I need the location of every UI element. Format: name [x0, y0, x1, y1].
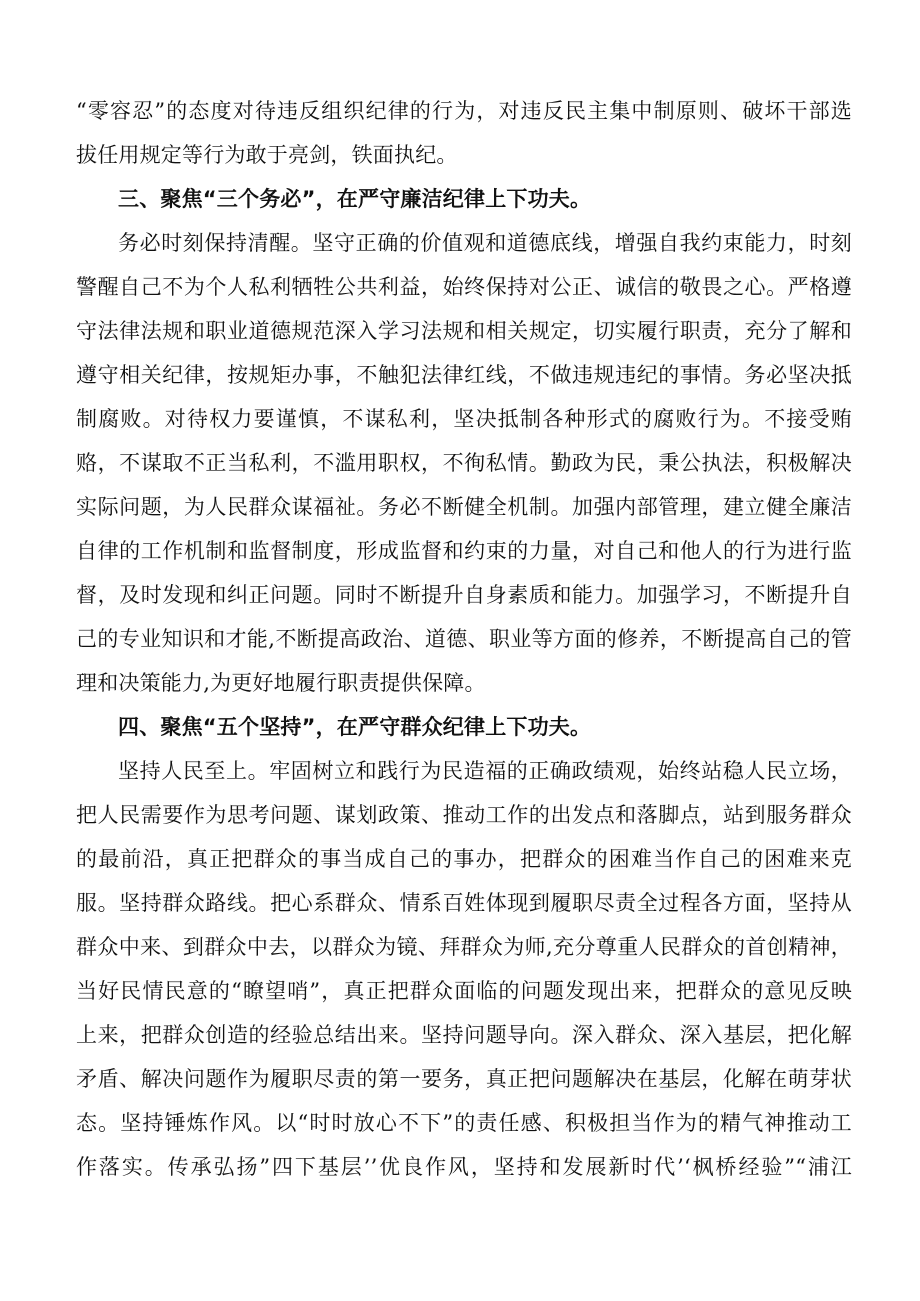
paragraph-line: 当好民情民意的“瞭望哨”，真正把群众面临的问题发现出来，把群众的意见反映: [76, 979, 852, 1003]
paragraph-last-line: 理和决策能力,为更好地履行职责提供保障。: [76, 671, 486, 695]
section-heading: 四、聚焦“五个坚持”，在严守群众纪律上下功夫。: [118, 715, 592, 739]
paragraph-first-line: 务必时刻保持清醒。坚守正确的价值观和道德底线，增强自我约束能力，时刻: [118, 231, 852, 255]
paragraph-line: 制腐败。对待权力要谨慎，不谋私利，坚决抵制各种形式的腐败行为。不接受贿: [76, 407, 852, 431]
paragraph-line: 服。坚持群众路线。把心系群众、情系百姓体现到履职尽责全过程各方面，坚持从: [76, 891, 852, 915]
section-heading: 三、聚焦“三个务必”，在严守廉洁纪律上下功夫。: [118, 187, 592, 211]
paragraph-line: 守法律法规和职业道德规范深入学习法规和相关规定，切实履行职责，充分了解和: [76, 319, 852, 343]
paragraph-line: 己的专业知识和才能,不断提高政治、道德、职业等方面的修养，不断提高自己的管: [76, 627, 852, 651]
paragraph-line: 作落实。传承弘扬”四下基层’’优良作风，坚持和发展新时代’‘枫桥经验”“浦江: [76, 1155, 852, 1179]
paragraph-line: 督，及时发现和纠正问题。同时不断提升自身素质和能力。加强学习，不断提升自: [76, 583, 852, 607]
paragraph-line: 把人民需要作为思考问题、谋划政策、推动工作的出发点和落脚点，站到服务群众: [76, 803, 852, 827]
paragraph-line: 赂，不谋取不正当私利，不滥用职权，不徇私情。勤政为民，秉公执法，积极解决: [76, 451, 852, 475]
paragraph-line: 自律的工作机制和监督制度，形成监督和约束的力量，对自己和他人的行为进行监: [76, 539, 852, 563]
paragraph-first-line: 坚持人民至上。牢固树立和践行为民造福的正确政绩观，始终站稳人民立场，: [118, 759, 852, 783]
paragraph-line: 上来，把群众创造的经验总结出来。坚持问题导向。深入群众、深入基层，把化解: [76, 1023, 852, 1047]
paragraph-line: 群众中来、到群众中去，以群众为镜、拜群众为师,充分尊重人民群众的首创精神，: [76, 935, 852, 959]
paragraph-line: 遵守相关纪律，按规矩办事，不触犯法律红线，不做违规违纪的事情。务必坚决抵: [76, 363, 852, 387]
paragraph-line: 的最前沿，真正把群众的事当成自己的事办，把群众的困难当作自己的困难来克: [76, 847, 852, 871]
paragraph-line: 警醒自己不为个人私利牺牲公共利益，始终保持对公正、诚信的敬畏之心。严格遵: [76, 275, 852, 299]
paragraph-line: 实际问题，为人民群众谋福祉。务必不断健全机制。加强内部管理，建立健全廉洁: [76, 495, 852, 519]
paragraph-last-line: 拔任用规定等行为敢于亮剑，铁面执纪。: [76, 143, 458, 167]
paragraph-line: 矛盾、解决问题作为履职尽责的第一要务，真正把问题解决在基层，化解在萌芽状: [76, 1067, 852, 1091]
paragraph-line: “零容忍”的态度对待违反组织纪律的行为，对违反民主集中制原则、破坏干部选: [76, 99, 852, 123]
paragraph-line: 态。坚持锤炼作风。以“时时放心不下”的责任感、积极担当作为的精气神推动工: [76, 1111, 852, 1135]
